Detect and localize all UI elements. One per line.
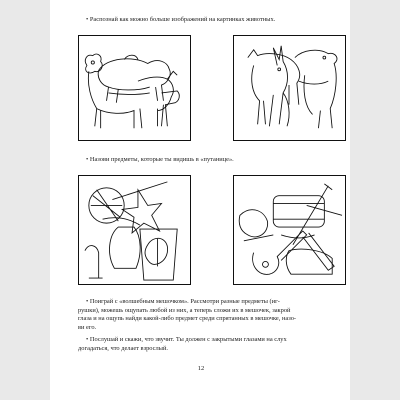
workbook-page (50, 0, 350, 400)
page-number: 12 (197, 365, 205, 372)
wild-animals-drawing (234, 36, 345, 140)
instruction-objects: • Назови предметы, которые ты видишь в «путанице». (86, 156, 336, 164)
instruction-bag-line1: • Поиграй с «волшебным мешочком». Рассмотри разные предметы (иг- (86, 298, 342, 306)
picture-tools-tangle (233, 175, 346, 285)
instruction-bag-line3: глаза и на ощупь найди какой-либо предмет среди спрятанных в мешочке, назо- (78, 315, 297, 322)
instruction-listen-line1: • Послушай и скажи, что звучит. Ты должен с закрытыми глазами на слух (86, 336, 342, 344)
household-tangle-drawing (79, 176, 190, 284)
tools-tangle-drawing (234, 176, 345, 284)
farm-animals-drawing (79, 36, 190, 140)
picture-household-tangle (78, 175, 191, 285)
instruction-listen-line2: догадаться, что делает взрослый. (78, 344, 168, 352)
instruction-animals: • Распознай как можно больше изображений на картинках животных. (86, 16, 336, 24)
picture-wild-animals (233, 35, 346, 141)
picture-farm-animals (78, 35, 191, 141)
instruction-bag-line4: ви его. (78, 323, 97, 331)
instruction-bag-line2: рушки), можешь ощупать любой из них, а теперь сложи их в мешочек, закрой (78, 306, 291, 314)
